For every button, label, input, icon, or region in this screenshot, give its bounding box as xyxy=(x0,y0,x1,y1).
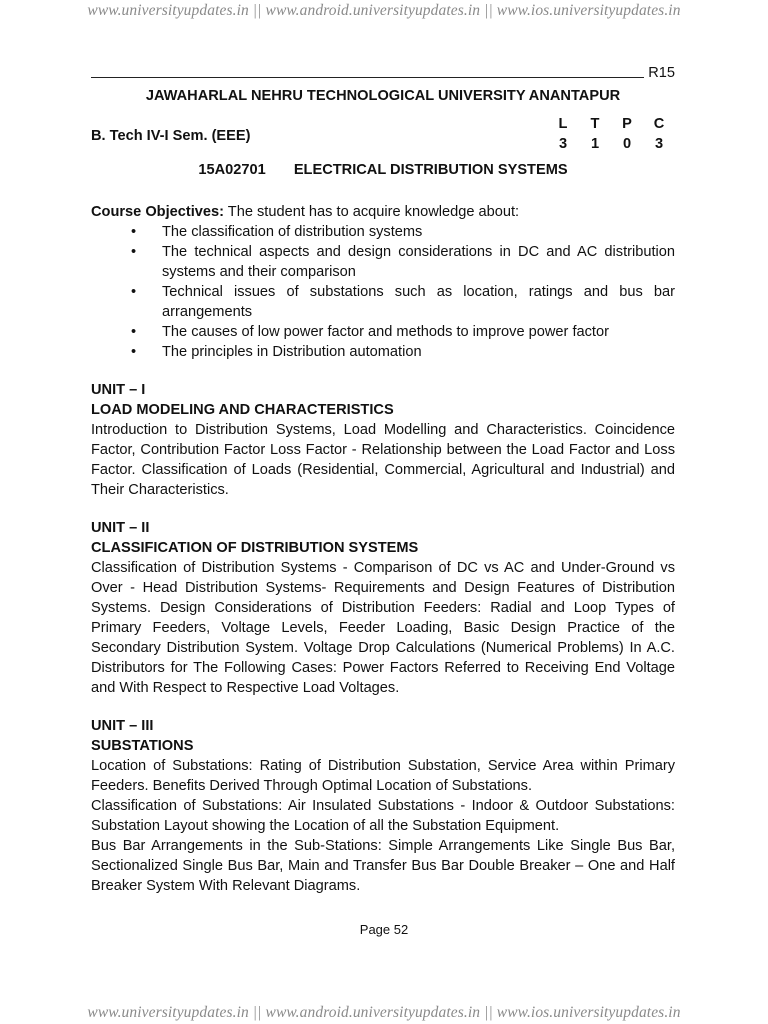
ltpc-value-c: 3 xyxy=(654,136,664,152)
header-underline xyxy=(91,77,644,78)
bullet-icon: • xyxy=(131,244,137,260)
objective-text: The causes of low power factor and methods to improve power factor xyxy=(162,324,609,340)
objective-text: The classification of distribution systems xyxy=(162,224,423,240)
course-objectives xyxy=(91,202,675,362)
ltpc-value-p: 0 xyxy=(622,136,632,152)
objectives-list xyxy=(91,222,675,362)
bullet-icon: • xyxy=(131,324,137,340)
objectives-intro: The student has to acquire knowledge about: xyxy=(224,204,520,220)
list-item xyxy=(91,282,675,322)
semester-row xyxy=(91,114,675,156)
page-number: Page 52 xyxy=(359,922,409,937)
objectives-heading xyxy=(91,202,675,222)
unit-3-section xyxy=(91,716,675,896)
ltpc-value-t: 1 xyxy=(590,136,600,152)
list-item xyxy=(91,322,675,342)
list-item xyxy=(91,242,675,282)
list-item xyxy=(91,222,675,242)
objective-text: The principles in Distribution automation xyxy=(162,344,422,360)
ltpc-label-p: P xyxy=(622,116,632,132)
header-rule xyxy=(91,60,675,82)
bullet-icon: • xyxy=(131,224,137,240)
unit-paragraph: Bus Bar Arrangements in the Sub-Stations: Simple Arrangements Like Single Bus Bar, Sectionalized Single Bus Bar, Main and Transfer Bus Bar Double Breaker – One and Half Breaker System With Relevant Diagrams. xyxy=(91,838,675,894)
unit-paragraph: Introduction to Distribution Systems, Load Modelling and Characteristics. Coincidence Factor, Contribution Factor Loss Factor - Relationship between the Load Factor and Loss Factor. Classification of Loads (Residential, Commercial, Agricultural and Industrial) and Their Characteristics. xyxy=(91,422,675,498)
unit-paragraph: Classification of Substations: Air Insulated Substations - Indoor & Outdoor Substations: Substation Layout showing the Location of all the Substation Equipment. xyxy=(91,798,675,834)
unit-title: CLASSIFICATION OF DISTRIBUTION SYSTEMS xyxy=(91,540,419,556)
university-name: JAWAHARLAL NEHRU TECHNOLOGICAL UNIVERSITY ANANTAPUR xyxy=(145,88,621,104)
bullet-icon: • xyxy=(131,284,137,300)
unit-paragraph: Location of Substations: Rating of Distribution Substation, Service Area within Primary Feeders. Benefits Derived Through Optimal Location of Substations. xyxy=(91,758,675,794)
list-item xyxy=(91,342,675,362)
watermark-top: www.universityupdates.in || www.android.universityupdates.in || www.ios.universityupdates.in xyxy=(87,2,681,19)
course-code: 15A02701 xyxy=(198,162,266,178)
ltpc-label-l: L xyxy=(558,116,568,132)
semester-label: B. Tech IV-I Sem. (EEE) xyxy=(91,128,251,144)
regulation-label: R15 xyxy=(648,65,675,81)
ltpc-label-c: C xyxy=(653,116,665,132)
unit-2-section xyxy=(91,518,675,698)
watermark-bottom: www.universityupdates.in || www.android.universityupdates.in || www.ios.universityupdates.in xyxy=(87,1004,681,1021)
unit-number: UNIT – I xyxy=(91,382,146,398)
course-name: ELECTRICAL DISTRIBUTION SYSTEMS xyxy=(293,162,568,178)
unit-title: SUBSTATIONS xyxy=(91,738,194,754)
ltpc-label-t: T xyxy=(590,116,600,132)
objective-text: Technical issues of substations such as location, ratings and bus bar arrangements xyxy=(162,284,675,320)
unit-number: UNIT – II xyxy=(91,520,150,536)
ltpc-table xyxy=(547,114,675,154)
unit-title: LOAD MODELING AND CHARACTERISTICS xyxy=(91,402,394,418)
unit-number: UNIT – III xyxy=(91,718,154,734)
ltpc-value-l: 3 xyxy=(558,136,568,152)
document-page xyxy=(91,60,675,896)
unit-1-section xyxy=(91,380,675,500)
objectives-lead: Course Objectives: xyxy=(91,204,225,220)
objective-text: The technical aspects and design considerations in DC and AC distribution systems and their comparison xyxy=(162,244,675,280)
bullet-icon: • xyxy=(131,344,137,360)
course-title xyxy=(91,160,675,182)
unit-paragraph: Classification of Distribution Systems - Comparison of DC vs AC and Under-Ground vs Over - Head Distribution Systems- Requirements and Design Features of Distribution Systems. Design Considerations of Distribution Feeders: Radial and Loop Types of Primary Feeders, Voltage Levels, Feeder Loading, Basic Design Practice of the Secondary Distribution System. Voltage Drop Calculations (Numerical Problems) In A.C. Distributors for The Following Cases: Power Factors Referred to Receiving End Voltage and With Respect to Respective Load Voltages. xyxy=(91,560,675,696)
